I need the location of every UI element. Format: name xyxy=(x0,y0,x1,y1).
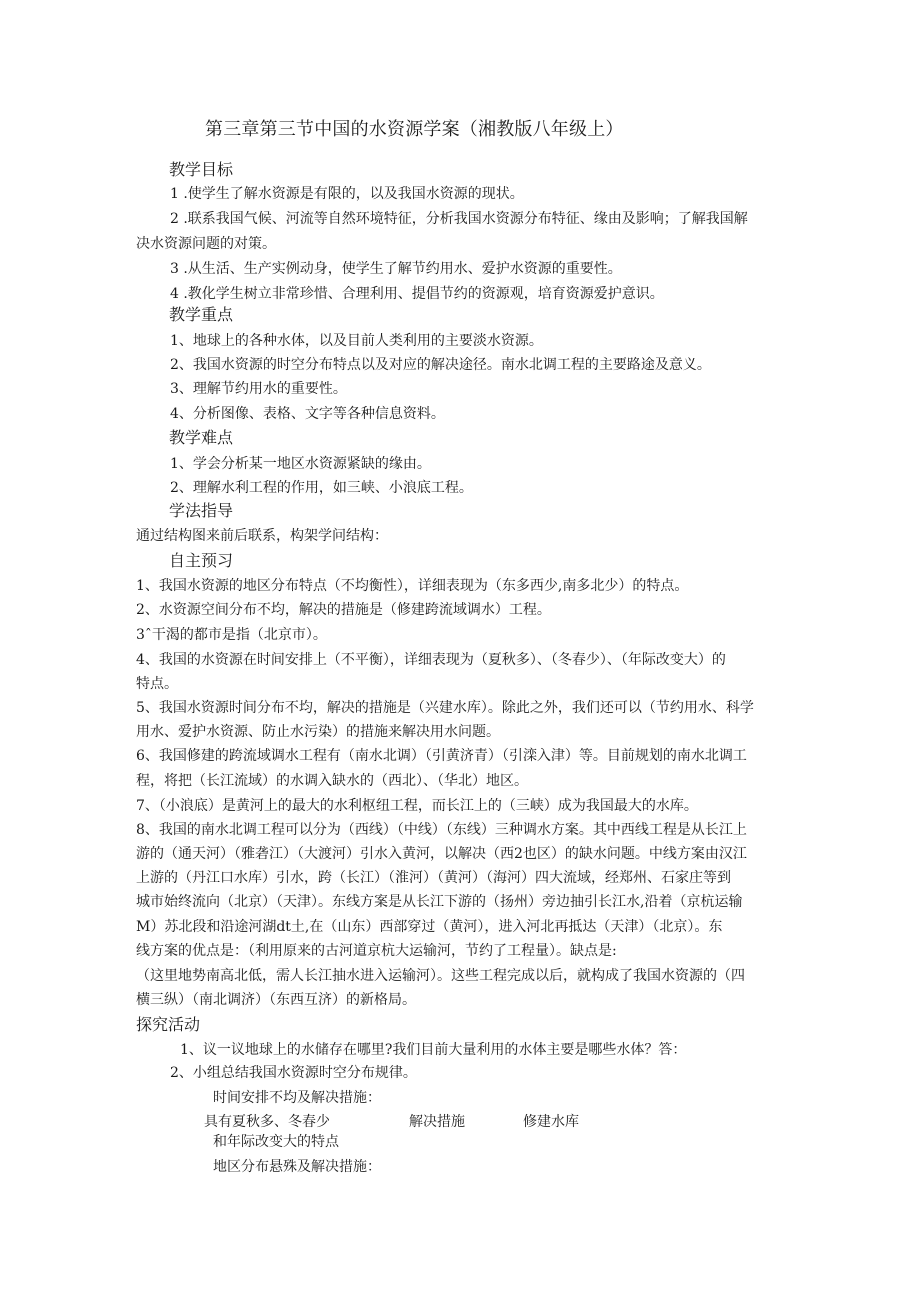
preview-line: 城市始终流向（北京）（天津）。东线方案是从长江下游的（扬州）旁边抽引长江水,沿着（京杭运输 xyxy=(136,894,743,910)
time-distribution-label: 时间安排不均及解决措施： xyxy=(213,1090,381,1106)
page-title: 第三章第三节中国的水资源学案（湘教版八年级上） xyxy=(205,119,624,140)
preview-line: 3ˆ干渴的都市是指（北京市）。 xyxy=(136,627,327,643)
objective-item: 1 .使学生了解水资源是有限的，以及我国水资源的现状。 xyxy=(170,186,524,202)
activity-question-1: 1、议一议地球上的水储存在哪里?我们目前大量利用的水体主要是哪些水体？答： xyxy=(180,1042,687,1058)
preview-line: 7、（小浪底）是黄河上的最大的水利枢纽工程，而长江上的（三峡）成为我国最大的水库。 xyxy=(136,798,698,814)
preview-line: 用水、爱护水资源、防止水污染）的措施来解决用水问题。 xyxy=(136,724,500,740)
objective-item-continued: 决水资源问题的对策。 xyxy=(136,236,276,252)
method-heading: 学法指导 xyxy=(169,501,234,520)
objectives-heading: 教学目标 xyxy=(169,160,234,179)
preview-line: 横三纵）（南北调济）（东西互济）的新格局。 xyxy=(136,992,416,1008)
difficulties-heading: 教学难点 xyxy=(169,428,234,447)
preview-line: （这里地势南高北低，需人长江抽水进入运输河）。这些工程完成以后，就构成了我国水资源的（四 xyxy=(136,968,745,984)
time-feature-text: 具有夏秋多、冬春少 xyxy=(204,1114,330,1130)
preview-line: 线方案的优点是：（利用原来的古河道京杭大运输河，节约了工程量）。缺点是: xyxy=(136,943,617,959)
objective-item: 3 .从生活、生产实例动身，使学生了解节约用水、爱护水资源的重要性。 xyxy=(170,261,622,277)
difficulty-item: 2、理解水利工程的作用，如三峡、小浪底工程。 xyxy=(170,480,473,496)
objective-item: 2 .联系我国气候、河流等自然环境特征，分析我国水资源分布特征、缘由及影响；了解我国解 xyxy=(170,211,748,227)
difficulty-item: 1、学会分析某一地区水资源紧缺的缘由。 xyxy=(170,456,431,472)
measure-label: 解决措施 xyxy=(409,1114,465,1130)
preview-line: 游的（通天河）（雅砻江）（大渡河）引水入黄河，以解决（西2也区）的缺水问题。中线方案由汉江 xyxy=(136,846,747,862)
key-point-item: 3、理解节约用水的重要性。 xyxy=(170,381,347,397)
time-feature-text-continued: 和年际改变大的特点 xyxy=(213,1134,339,1150)
region-distribution-label: 地区分布悬殊及解决措施： xyxy=(213,1159,381,1175)
key-point-item: 1、地球上的各种水体，以及目前人类利用的主要淡水资源。 xyxy=(170,333,543,349)
objective-item: 4 .教化学生树立非常珍惜、合理利用、提倡节约的资源观，培育资源爱护意识。 xyxy=(170,286,664,302)
preview-line: 特点。 xyxy=(136,676,178,692)
activity-heading: 探究活动 xyxy=(136,1015,201,1034)
preview-line: 4、我国的水资源在时间安排上（不平衡），详细表现为（夏秋多）、（冬春少）、（年际改变大）的 xyxy=(136,652,726,668)
method-text: 通过结构图来前后联系，构架学问结构： xyxy=(136,528,388,544)
preview-line: 8、我国的南水北调工程可以分为（西线）（中线）（东线）三种调水方案。其中西线工程是从长江上 xyxy=(136,822,747,838)
measure-value: 修建水库 xyxy=(523,1114,579,1130)
key-point-item: 4、分析图像、表格、文字等各种信息资料。 xyxy=(170,406,445,422)
preview-line: 5、我国水资源时间分布不均，解决的措施是（兴建水库）。除此之外，我们还可以（节约用水、科学 xyxy=(136,700,754,716)
preview-line: 程，将把（长江流域）的水调入缺水的（西北）、（华北）地区。 xyxy=(136,773,528,789)
preview-line: M）苏北段和沿途河湖dt土,在（山东）西部穿过（黄河），进入河北再抵达（天津）（北京）。东 xyxy=(136,919,723,935)
key-points-heading: 教学重点 xyxy=(169,305,234,324)
preview-line: 1、我国水资源的地区分布特点（不均衡性），详细表现为（东多西少,南多北少）的特点。 xyxy=(136,578,689,594)
activity-question-2: 2、小组总结我国水资源时空分布规律。 xyxy=(170,1065,417,1081)
preview-line: 6、我国修建的跨流域调水工程有（南水北调）（引黄济青）（引滦入津）等。目前规划的南水北调工 xyxy=(136,748,747,764)
preview-line: 2、水资源空间分布不均，解决的措施是（修建跨流域调水）工程。 xyxy=(136,602,551,618)
preview-line: 上游的（丹江口水库）引水，跨（长江）（淮河）（黄河）（海河）四大流域，经郑州、石家庄等到 xyxy=(136,870,731,886)
key-point-item: 2、我国水资源的时空分布特点以及对应的解决途径。南水北调工程的主要路途及意义。 xyxy=(170,357,711,373)
preview-heading: 自主预习 xyxy=(169,551,234,570)
